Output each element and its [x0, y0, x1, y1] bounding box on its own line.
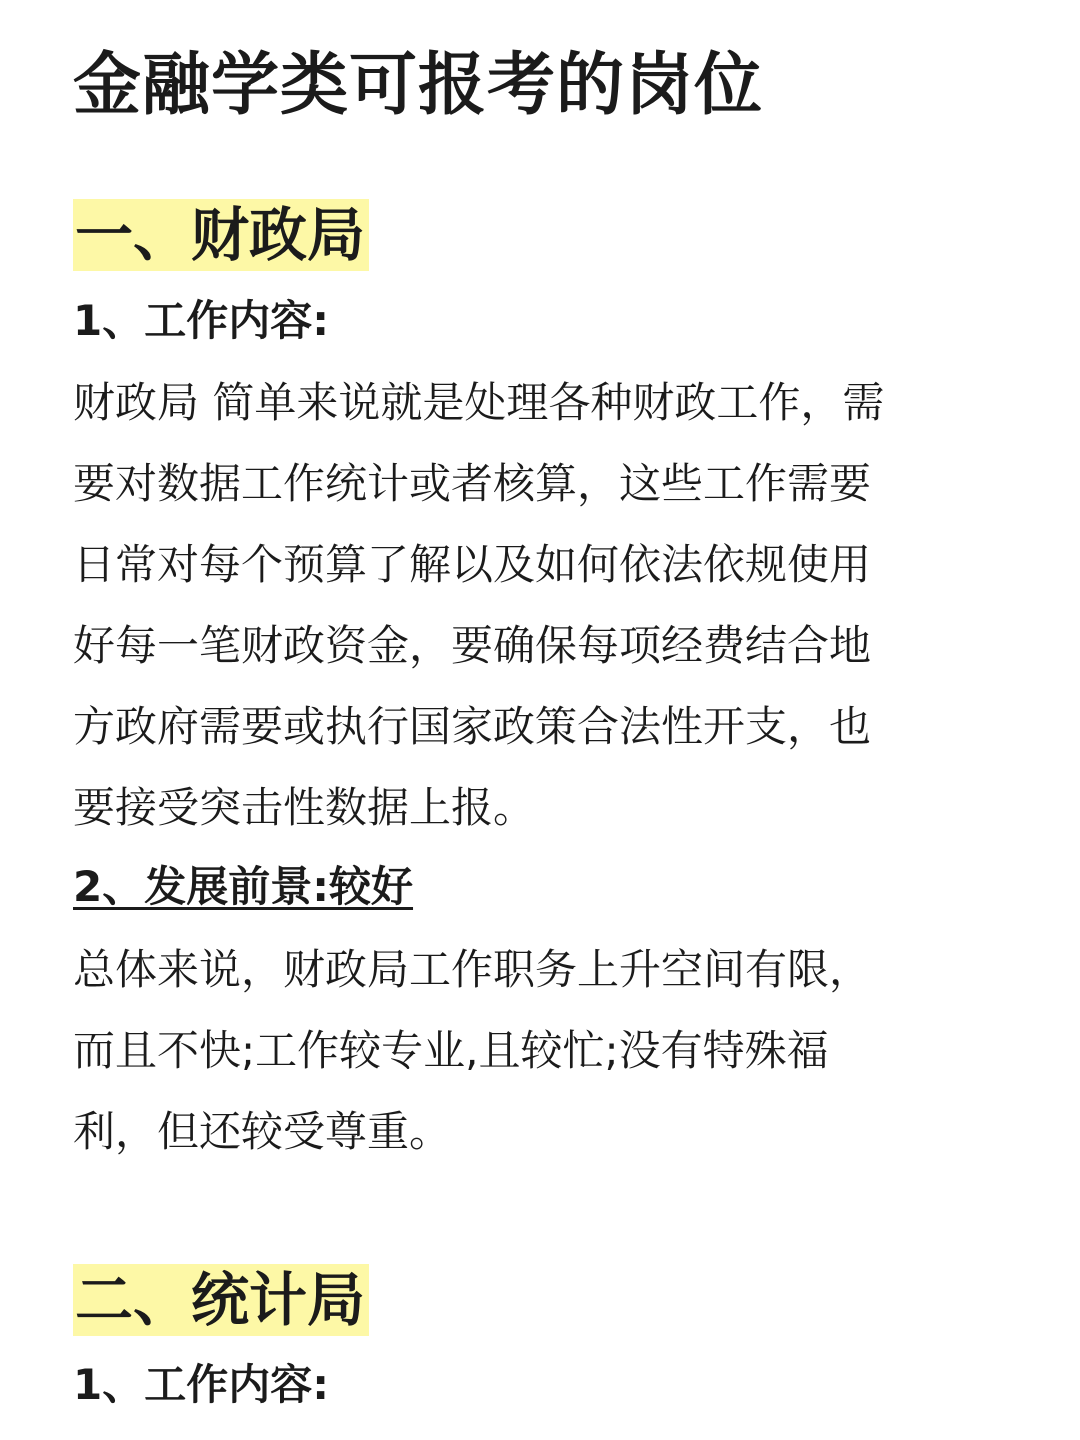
paragraph-line: 要接受突击性数据上报。 [73, 783, 536, 832]
page-title: 金融学类可报考的岗位 [73, 46, 764, 125]
work-content-label: 1、工作内容: [73, 1360, 330, 1409]
paragraph-line: 财政局 简单来说就是处理各种财政工作，需 [73, 378, 885, 427]
paragraph-line: 方政府需要或执行国家政策合法性开支，也 [73, 702, 872, 751]
paragraph-line: 好每一笔财政资金，要确保每项经费结合地 [73, 621, 872, 670]
prospect-label: 2、发展前景:较好 [73, 862, 414, 911]
section-heading-finance-bureau: 一、财政局 [73, 199, 369, 271]
work-content-label: 1、工作内容: [73, 296, 330, 345]
paragraph-line: 总体来说，财政局工作职务上升空间有限， [73, 945, 872, 994]
prospect-paragraph [73, 929, 1008, 1172]
paragraph-line: 日常对每个预算了解以及如何依法依规使用 [73, 540, 872, 589]
paragraph-line: 要对数据工作统计或者核算，这些工作需要 [73, 459, 872, 508]
work-content-paragraph [73, 362, 1008, 848]
paragraph-line: 利，但还较受尊重。 [73, 1107, 452, 1156]
section-heading-statistics-bureau: 二、统计局 [73, 1264, 369, 1336]
paragraph-line: 而且不快;工作较专业,且较忙;没有特殊福 [73, 1026, 829, 1075]
